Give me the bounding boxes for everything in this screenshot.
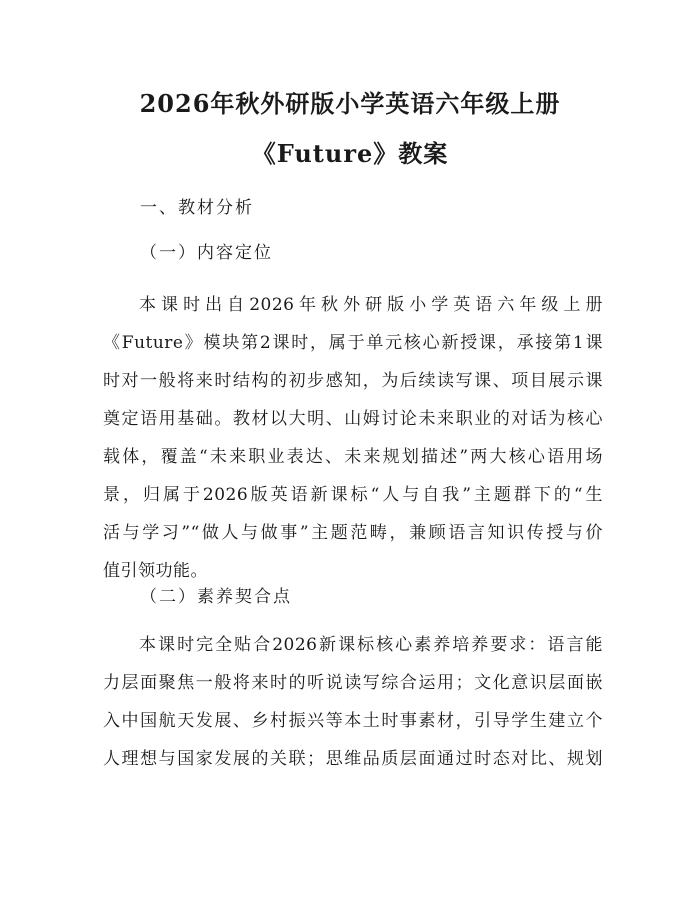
paragraph-content-positioning [103,286,603,590]
paragraph-line: 活与学习”“做人与做事”主题范畴，兼顾语言知识传授与价 [103,523,603,543]
paragraph-line: 本课时完全贴合2026新课标核心素养培养要求：语言能 [139,635,603,655]
paragraph-line: 力层面聚焦一般将来时的听说读写综合运用；文化意识层面嵌 [103,673,603,693]
paragraph-line: 时对一般将来时结构的初步感知，为后续读写课、项目展示课 [103,371,603,391]
paragraph-line: 入中国航天发展、乡村振兴等本土时事素材，引导学生建立个 [103,711,603,731]
document-title-line1: 2026年秋外研版小学英语六年级上册 [139,89,561,118]
paragraph-line: 值引领功能。 [103,561,208,581]
section-heading-textbook-analysis: 一、教材分析 [140,198,254,218]
paragraph-line: 人理想与国家发展的关联；思维品质层面通过时态对比、规划 [103,749,603,769]
subsection-heading-literacy-alignment: （二）素养契合点 [140,587,292,607]
paragraph-line: 奠定语用基础。教材以大明、山姆讨论未来职业的对话为核心 [103,409,603,429]
paragraph-line: 景，归属于2026版英语新课标“人与自我”主题群下的“生 [103,485,603,505]
paragraph-line: 本课时出自2026年秋外研版小学英语六年级上册 [139,295,603,315]
paragraph-line: 《Future》模块第2课时，属于单元核心新授课，承接第1课 [103,333,603,353]
document-title-line2: 《Future》教案 [251,139,449,168]
subsection-heading-content-positioning: （一）内容定位 [140,243,273,263]
paragraph-literacy-alignment [103,626,603,778]
paragraph-line: 载体，覆盖“未来职业表达、未来规划描述”两大核心语用场 [103,447,603,467]
